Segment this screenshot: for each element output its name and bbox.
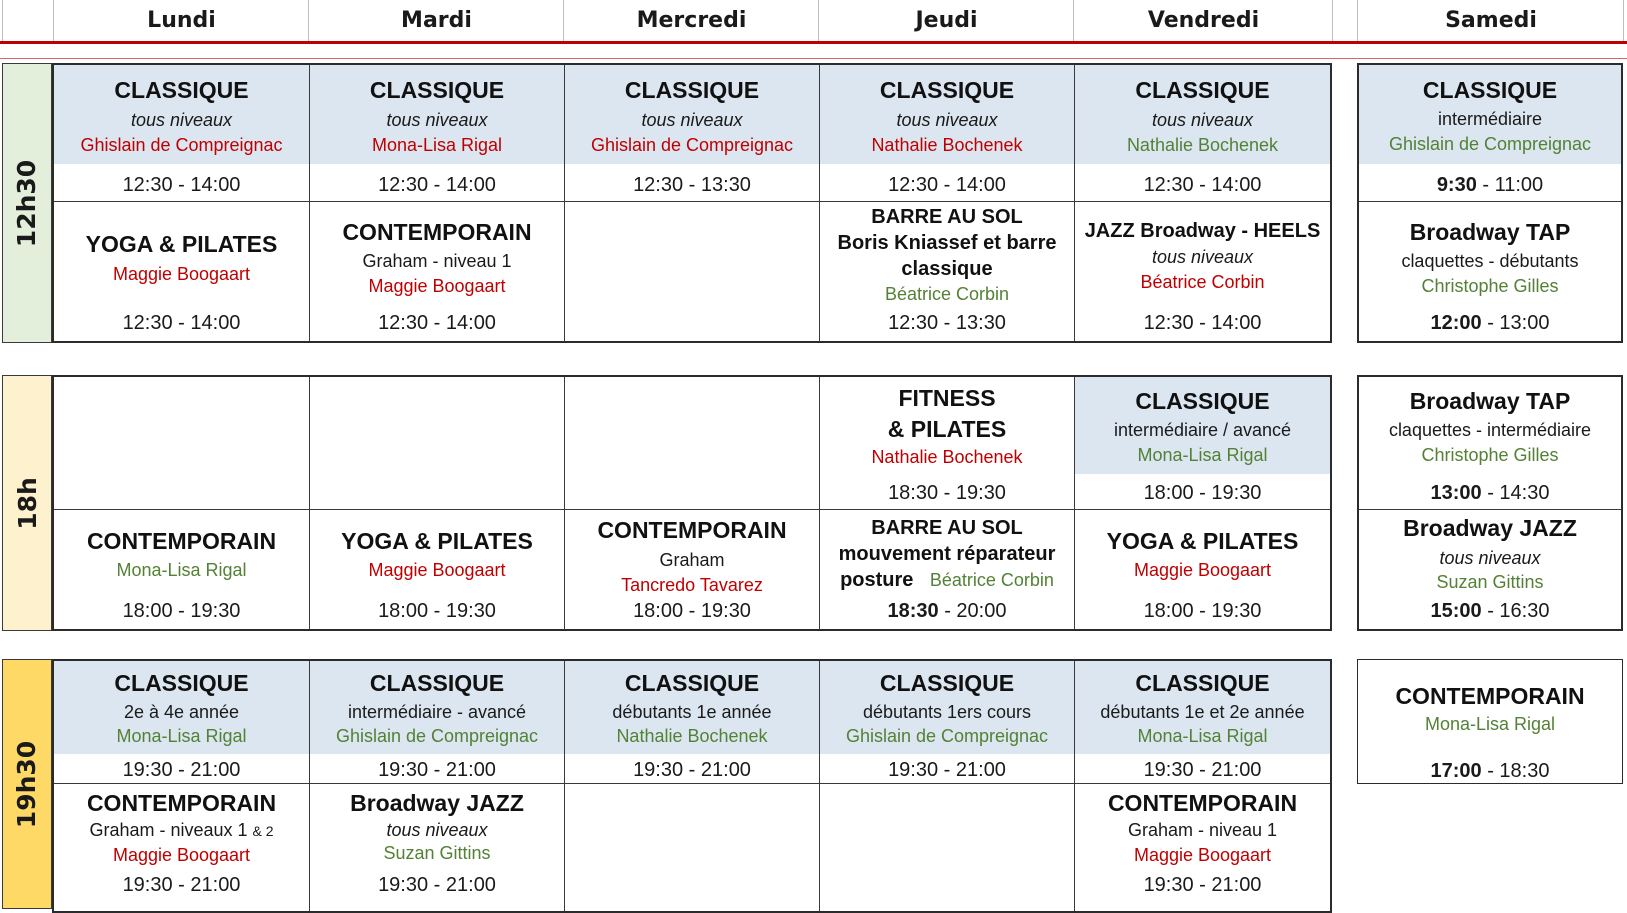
course-level: tous niveaux xyxy=(896,110,998,130)
course-cell xyxy=(310,784,565,911)
course-title: CONTEMPORAIN xyxy=(86,528,277,554)
empty-cell xyxy=(565,377,820,510)
course-teacher: Ghislain de Compreignac xyxy=(80,135,283,155)
course-time: 12:30 - 14:00 xyxy=(888,174,1006,196)
course-title: YOGA & PILATES xyxy=(341,528,533,554)
course-title: FITNESS xyxy=(898,385,996,411)
course-title: CLASSIQUE xyxy=(879,670,1015,696)
course-title: CLASSIQUE xyxy=(1135,388,1270,414)
course-title: BARRE AU SOL xyxy=(871,206,1023,228)
course-teacher: Ghislain de Compreignac xyxy=(335,726,539,746)
course-title: CLASSIQUE xyxy=(114,670,249,696)
empty-cell xyxy=(54,377,310,510)
course-teacher: Maggie Boogaart xyxy=(368,560,506,580)
schedule-block-18h-samedi xyxy=(1357,375,1623,631)
course-cell xyxy=(565,661,820,784)
course-title: CLASSIQUE xyxy=(114,77,249,103)
course-title: Broadway JAZZ xyxy=(1403,515,1577,541)
course-teacher: Suzan Gittins xyxy=(1436,572,1544,592)
course-time: 15:00 - 16:30 xyxy=(1430,600,1550,622)
course-title: CLASSIQUE xyxy=(1135,670,1270,696)
course-time: 9:30 - 11:00 xyxy=(1436,174,1544,196)
course-title: Boris Kniassef et barre xyxy=(837,232,1057,254)
course-time: 12:30 - 14:00 xyxy=(1143,312,1262,334)
course-level: tous niveaux xyxy=(386,820,488,840)
schedule-block-12h30 xyxy=(52,63,1332,343)
course-level: débutants 1e et 2e année xyxy=(1100,702,1305,722)
course-time: 18:30 - 20:00 xyxy=(887,600,1007,622)
course-teacher: Maggie Boogaart xyxy=(368,276,506,296)
course-cell xyxy=(820,510,1075,629)
course-time: 18:00 - 19:30 xyxy=(122,600,241,622)
course-level: Graham - niveau 1 xyxy=(362,251,512,271)
course-title: Broadway JAZZ xyxy=(350,790,524,816)
course-cell xyxy=(310,202,565,341)
course-title: Broadway TAP xyxy=(1409,219,1571,245)
day-header-mercredi: Mercredi xyxy=(563,0,819,41)
course-time: 19:30 - 21:00 xyxy=(1143,874,1262,896)
course-level: intermédiaire - avancé xyxy=(347,702,527,722)
header-rule xyxy=(0,41,1627,44)
course-level: intermédiaire / avancé xyxy=(1113,420,1292,440)
course-teacher: Nathalie Bochenek xyxy=(871,135,1023,155)
course-title: mouvement réparateur xyxy=(838,543,1056,565)
course-cell xyxy=(1359,510,1621,629)
course-title: & PILATES xyxy=(887,416,1007,442)
course-level: débutants 1e année xyxy=(612,702,772,722)
course-level: 2e à 4e année xyxy=(123,702,240,722)
course-cell xyxy=(1075,661,1330,784)
course-time: 19:30 - 21:00 xyxy=(1143,759,1262,781)
header-rule-thin xyxy=(0,58,1627,59)
course-cell xyxy=(1359,202,1621,341)
course-level: tous niveaux xyxy=(1151,110,1254,130)
course-title: CLASSIQUE xyxy=(369,77,505,103)
slot-label-18h: 18h xyxy=(2,375,52,631)
course-teacher: Suzan Gittins xyxy=(383,843,491,863)
course-level: Graham - niveau 1 xyxy=(1127,820,1278,840)
course-teacher: Béatrice Corbin xyxy=(884,284,1010,304)
course-teacher: Nathalie Bochenek xyxy=(1126,135,1279,155)
course-level: claquettes - débutants xyxy=(1401,251,1579,271)
course-title: CLASSIQUE xyxy=(879,77,1015,103)
course-level: tous niveaux xyxy=(1151,247,1254,267)
course-cell xyxy=(1075,65,1330,202)
course-title: YOGA & PILATES xyxy=(1106,528,1299,554)
course-title: BARRE AU SOL xyxy=(871,517,1023,539)
course-time: 18:00 - 19:30 xyxy=(1143,600,1262,622)
course-title: YOGA & PILATES xyxy=(85,231,278,257)
empty-cell xyxy=(820,784,1075,911)
empty-cell xyxy=(565,202,820,341)
course-time: 19:30 - 21:00 xyxy=(122,874,241,896)
course-teacher: Nathalie Bochenek xyxy=(871,447,1023,467)
course-teacher: Béatrice Corbin xyxy=(929,570,1054,590)
course-cell xyxy=(310,65,565,202)
course-cell xyxy=(820,65,1075,202)
slot-label-12h30: 12h30 xyxy=(2,63,52,343)
course-time: 12:30 - 14:00 xyxy=(122,312,241,334)
header-divider xyxy=(1623,0,1624,41)
course-title: CLASSIQUE xyxy=(1135,77,1270,103)
schedule-block-12h30-samedi xyxy=(1357,63,1623,343)
course-cell xyxy=(54,510,310,629)
course-cell xyxy=(1075,202,1330,341)
course-time: 12:30 - 13:30 xyxy=(888,312,1006,334)
course-time: 19:30 - 21:00 xyxy=(633,759,751,781)
course-time: 12:30 - 14:00 xyxy=(122,174,241,196)
course-time: 12:00 - 13:00 xyxy=(1430,312,1550,334)
schedule-block-19h30-samedi xyxy=(1357,659,1623,784)
course-title: CONTEMPORAIN xyxy=(342,219,532,245)
course-cell xyxy=(1075,377,1330,510)
course-time: 19:30 - 21:00 xyxy=(122,759,241,781)
day-header-lundi: Lundi xyxy=(53,0,309,41)
course-level: claquettes - intermédiaire xyxy=(1388,420,1592,440)
course-teacher: Maggie Boogaart xyxy=(1133,560,1272,580)
course-level: tous niveaux xyxy=(130,110,233,130)
course-title: CONTEMPORAIN xyxy=(86,790,277,816)
course-time: 13:00 - 14:30 xyxy=(1430,482,1550,504)
course-time: 18:30 - 19:30 xyxy=(888,482,1006,504)
course-teacher: Maggie Boogaart xyxy=(1133,845,1272,865)
course-title-row xyxy=(820,570,1074,590)
course-teacher: Mona-Lisa Rigal xyxy=(371,135,503,155)
course-level: tous niveaux xyxy=(641,110,743,130)
course-teacher: Ghislain de Compreignac xyxy=(1388,134,1592,154)
course-teacher: Maggie Boogaart xyxy=(112,264,251,284)
course-cell xyxy=(310,510,565,629)
course-cell xyxy=(1359,65,1621,202)
course-time: 19:30 - 21:00 xyxy=(378,759,496,781)
course-teacher: Mona-Lisa Rigal xyxy=(1424,714,1556,734)
course-teacher: Mona-Lisa Rigal xyxy=(1137,445,1268,465)
course-cell xyxy=(54,784,310,911)
course-cell xyxy=(820,202,1075,341)
empty-cell xyxy=(310,377,565,510)
course-title: CONTEMPORAIN xyxy=(1395,683,1585,709)
course-title: classique xyxy=(901,258,993,280)
course-teacher: Mona-Lisa Rigal xyxy=(116,560,247,580)
course-cell xyxy=(820,377,1075,510)
course-time: 18:00 - 19:30 xyxy=(378,600,496,622)
course-cell xyxy=(820,661,1075,784)
course-level: tous niveaux xyxy=(1439,548,1541,568)
course-time: 18:00 - 19:30 xyxy=(1143,482,1262,504)
header-divider xyxy=(1332,0,1333,41)
course-level: Graham xyxy=(659,550,725,570)
course-title: CLASSIQUE xyxy=(1422,77,1558,103)
course-teacher: Christophe Gilles xyxy=(1421,445,1559,465)
course-level: Graham - niveaux 1 & 2 xyxy=(89,820,274,840)
course-level: intermédiaire xyxy=(1437,109,1543,129)
day-header-mardi: Mardi xyxy=(308,0,564,41)
course-time: 18:00 - 19:30 xyxy=(633,600,751,622)
course-cell xyxy=(1359,377,1621,510)
schedule-block-19h30 xyxy=(52,659,1332,913)
header-divider xyxy=(2,0,3,41)
course-teacher: Nathalie Bochenek xyxy=(616,726,768,746)
course-title: CLASSIQUE xyxy=(624,670,760,696)
day-header-jeudi: Jeudi xyxy=(818,0,1074,41)
course-time: 12:30 - 14:00 xyxy=(378,312,496,334)
course-title: CLASSIQUE xyxy=(624,77,760,103)
course-time: 12:30 - 14:00 xyxy=(378,174,496,196)
schedule-block-18h xyxy=(52,375,1332,631)
course-teacher: Ghislain de Compreignac xyxy=(845,726,1049,746)
course-teacher: Mona-Lisa Rigal xyxy=(1137,726,1268,746)
course-cell xyxy=(1075,510,1330,629)
course-title: posture xyxy=(840,569,914,591)
course-teacher: Maggie Boogaart xyxy=(112,845,251,865)
course-cell xyxy=(565,510,820,629)
course-title: JAZZ Broadway - HEELS xyxy=(1084,220,1321,242)
course-teacher: Béatrice Corbin xyxy=(1140,272,1265,292)
course-title: CLASSIQUE xyxy=(369,670,505,696)
course-level: débutants 1ers cours xyxy=(862,702,1032,722)
day-header-vendredi: Vendredi xyxy=(1073,0,1333,41)
course-time: 12:30 - 14:00 xyxy=(1143,174,1262,196)
course-time: 17:00 - 18:30 xyxy=(1430,760,1550,782)
course-teacher: Mona-Lisa Rigal xyxy=(116,726,247,746)
slot-label-19h30: 19h30 xyxy=(2,659,52,909)
course-cell xyxy=(565,65,820,202)
course-time: 19:30 - 21:00 xyxy=(378,874,496,896)
course-time: 19:30 - 21:00 xyxy=(888,759,1006,781)
course-teacher: Ghislain de Compreignac xyxy=(590,135,794,155)
empty-cell xyxy=(565,784,820,911)
course-cell xyxy=(54,202,310,341)
course-cell xyxy=(54,65,310,202)
course-teacher: Tancredo Tavarez xyxy=(621,575,763,595)
course-cell xyxy=(54,661,310,784)
course-title: CONTEMPORAIN xyxy=(1107,790,1298,816)
course-teacher: Christophe Gilles xyxy=(1421,276,1559,296)
day-header-samedi: Samedi xyxy=(1357,0,1624,41)
course-cell xyxy=(1075,784,1330,911)
course-title: Broadway TAP xyxy=(1409,388,1571,414)
course-title: CONTEMPORAIN xyxy=(597,517,787,543)
course-time: 12:30 - 13:30 xyxy=(633,174,751,196)
course-cell xyxy=(310,661,565,784)
course-level: tous niveaux xyxy=(386,110,488,130)
